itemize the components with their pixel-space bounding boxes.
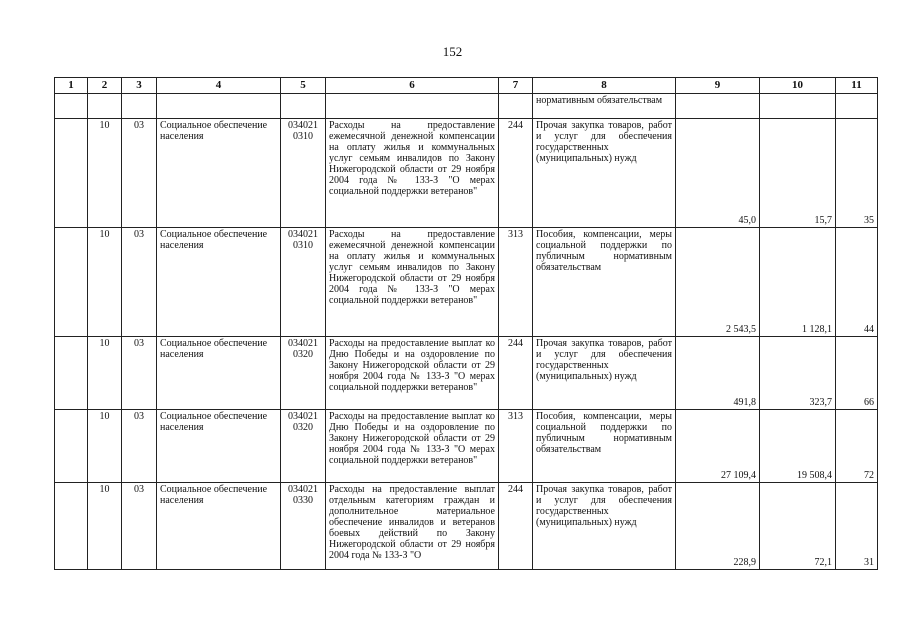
- cell-percent: 44: [836, 228, 878, 337]
- table-row: [55, 483, 878, 570]
- col-header-5: 5: [281, 78, 326, 94]
- col-header-1: 1: [55, 78, 88, 94]
- cell-percent: 35: [836, 119, 878, 228]
- budget-table: [54, 77, 878, 570]
- cell-percent: 66: [836, 337, 878, 410]
- cell-expense-type: Прочая закупка товаров, работ и услуг для обеспечения государственных (муниципальных) нужд: [533, 483, 676, 570]
- cell-description: Расходы на предоставление выплат ко Дню Победы и на оздоровление по Закону Нижегородской области от 29 ноября 2004 года № 133-З "О мерах социальной поддержки ветеранов": [326, 337, 499, 410]
- cell-subsection: 03: [122, 337, 157, 410]
- cell-plan: 2 543,5: [676, 228, 760, 337]
- cell-description: Расходы на предоставление ежемесячной денежной компенсации на оплату жилья и коммунальных услуг семьям инвалидов по Закону Нижегородской области от 29 ноября 2004 года № 133-З "О мерах социальной поддержки ветеранов": [326, 228, 499, 337]
- cell-expense-code: 244: [499, 483, 533, 570]
- cell-subsection: 03: [122, 119, 157, 228]
- cell-section: 10: [88, 337, 122, 410]
- cell-plan: 228,9: [676, 483, 760, 570]
- cell-subsection: 03: [122, 483, 157, 570]
- cell-actual: 15,7: [760, 119, 836, 228]
- table-row: [55, 337, 878, 410]
- col-header-8: 8: [533, 78, 676, 94]
- table-row: [55, 410, 878, 483]
- cell-expense-code: 313: [499, 410, 533, 483]
- cell-expense-type: Прочая закупка товаров, работ и услуг для обеспечения государственных (муниципальных) нужд: [533, 119, 676, 228]
- cell-actual: 323,7: [760, 337, 836, 410]
- cell-actual: 72,1: [760, 483, 836, 570]
- cell-description: Расходы на предоставление ежемесячной денежной компенсации на оплату жилья и коммунальных услуг семьям инвалидов по Закону Нижегородской области от 29 ноября 2004 года № 133-З "О мерах социальной поддержки ветеранов": [326, 119, 499, 228]
- col-header-9: 9: [676, 78, 760, 94]
- cell-plan: 45,0: [676, 119, 760, 228]
- cell-target-code: 034021 0310: [281, 119, 326, 228]
- cell-target-code: 034021 0320: [281, 410, 326, 483]
- cell-target-code: 034021 0330: [281, 483, 326, 570]
- cell-plan: 27 109,4: [676, 410, 760, 483]
- cell-expense-code: 313: [499, 228, 533, 337]
- cell-section-name: Социальное обеспечение населения: [157, 483, 281, 570]
- cell-section-name: Социальное обеспечение населения: [157, 410, 281, 483]
- cell-description: Расходы на предоставление выплат ко Дню Победы и на оздоровление по Закону Нижегородской области от 29 ноября 2004 года № 133-З "О мерах социальной поддержки ветеранов": [326, 410, 499, 483]
- cell-actual: 1 128,1: [760, 228, 836, 337]
- col-header-11: 11: [836, 78, 878, 94]
- col-header-6: 6: [326, 78, 499, 94]
- col-header-3: 3: [122, 78, 157, 94]
- cell-expense-type: Прочая закупка товаров, работ и услуг для обеспечения государственных (муниципальных) нужд: [533, 337, 676, 410]
- cell-subsection: 03: [122, 228, 157, 337]
- cell-expense-type: Пособия, компенсации, меры социальной поддержки по публичным нормативным обязательствам: [533, 410, 676, 483]
- col-header-2: 2: [88, 78, 122, 94]
- col-header-7: 7: [499, 78, 533, 94]
- cell-expense-code: 244: [499, 337, 533, 410]
- cell-section: 10: [88, 483, 122, 570]
- cell-subsection: 03: [122, 410, 157, 483]
- table-row: [55, 119, 878, 228]
- cell-section-name: Социальное обеспечение населения: [157, 228, 281, 337]
- cell-expense-type: Пособия, компенсации, меры социальной поддержки по публичным нормативным обязательствам: [533, 228, 676, 337]
- table-row: [55, 228, 878, 337]
- col-header-10: 10: [760, 78, 836, 94]
- cell-target-code: 034021 0320: [281, 337, 326, 410]
- cell-description: Расходы на предоставление выплат отдельным категориям граждан и дополнительное материальное обеспечение инвалидов и ветеранов боевых действий по Закону Нижегородской области от 29 ноября 2004 года № 133-З "О: [326, 483, 499, 570]
- cell-expense-code: 244: [499, 119, 533, 228]
- cell-target-code: 034021 0310: [281, 228, 326, 337]
- cell-expense-type: нормативным обязательствам: [533, 94, 676, 119]
- cell-section: 10: [88, 228, 122, 337]
- cell-percent: 31: [836, 483, 878, 570]
- cell-percent: 72: [836, 410, 878, 483]
- cell-section: 10: [88, 119, 122, 228]
- cell-section-name: Социальное обеспечение населения: [157, 119, 281, 228]
- cell-section: 10: [88, 410, 122, 483]
- cell-actual: 19 508,4: [760, 410, 836, 483]
- page-number: 152: [442, 44, 463, 59]
- header-row: [55, 78, 878, 94]
- col-header-4: 4: [157, 78, 281, 94]
- table-row-continuation: [55, 94, 878, 119]
- cell-section-name: Социальное обеспечение населения: [157, 337, 281, 410]
- cell-plan: 491,8: [676, 337, 760, 410]
